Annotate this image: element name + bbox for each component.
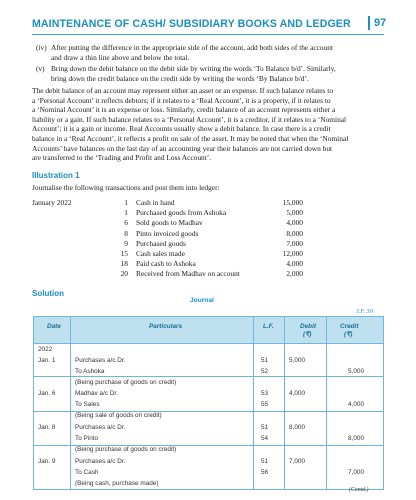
header-separator (368, 16, 370, 30)
entry-lf: 54 (261, 435, 269, 442)
header-debit-unit: (₹) (303, 331, 312, 338)
header-date: Date (47, 323, 61, 330)
transaction-desc: Purchased goods from Ashoka (136, 208, 227, 218)
paragraph-line: a ‘Personal Account’ it reflects debtors; if it relates to a ‘Real Account’, it is a property, if it relates to (32, 95, 331, 105)
paragraph-line: The debit balance of an account may represent either an asset or an expense. If such balance relates to (32, 86, 334, 95)
transaction-day: 8 (124, 228, 128, 238)
journal-table (33, 316, 384, 490)
step-line: bring down the credit balance on the credit side by writing the words ‘By Balance b/d’. (51, 73, 309, 83)
header-lf: L.F. (263, 323, 274, 330)
transaction-day: 20 (120, 269, 128, 279)
transaction-day: 15 (120, 249, 128, 258)
entry-lf: 51 (261, 357, 269, 364)
header-credit-unit: (₹) (344, 331, 353, 338)
paragraph-line: liability or a gain. If such balance relates to a ‘Personal Account’, it is a creditor, if it relates to a ‘Nominal (32, 114, 347, 124)
transaction-day: 9 (124, 238, 128, 248)
step-line: After putting the difference in the appropriate side of the account, add both sides of the account (51, 43, 334, 52)
entry-lf: 53 (261, 390, 269, 397)
step-text (51, 43, 381, 62)
continued-label: (Contd.) (349, 487, 369, 493)
transaction-amount: 4,000 (286, 259, 303, 269)
entry-narration: (Being purchase of goods on credit) (75, 379, 177, 386)
entry-debit-line: Purchases a/c Dr. (75, 458, 126, 465)
entry-lf: 56 (261, 469, 269, 476)
step-number: (v) (36, 64, 45, 73)
page-header (32, 14, 387, 35)
page-number: 97 (374, 17, 387, 29)
transaction-day: 1 (124, 208, 128, 218)
column-divider (326, 317, 327, 489)
entry-credit-amount: 8,000 (348, 435, 364, 442)
transaction-day: 1 (124, 198, 128, 207)
transaction-amount: 15,000 (282, 198, 303, 207)
entry-debit-amount: 5,000 (289, 357, 305, 364)
transaction-amount: 12,000 (282, 249, 303, 258)
step-number: (iv) (36, 43, 47, 52)
step-text (51, 64, 381, 83)
entry-debit-amount: 4,000 (289, 390, 305, 397)
entry-date: Jan. 6 (38, 390, 56, 397)
column-divider (70, 317, 71, 489)
entry-credit-amount: 7,000 (348, 469, 364, 476)
journal-folio: J.F. 30 (356, 308, 373, 315)
step-line: and draw a thin line above and below the total. (51, 52, 190, 62)
journal-title: Journal (190, 297, 214, 304)
journal-year: 2022 (38, 346, 53, 353)
transaction-amount: 2,000 (286, 269, 303, 279)
journal-header-row (34, 317, 383, 344)
paragraph-line: Account’; it is a gain or income. Real Accounts usually show a debit balance. In case there is a credit (32, 124, 331, 134)
entry-date: Jan. 1 (38, 357, 56, 364)
header-debit: Debit (300, 323, 316, 330)
transaction-amount: 7,000 (286, 238, 303, 248)
transaction-day: 18 (120, 259, 128, 269)
entry-lf: 51 (261, 424, 269, 431)
transaction-desc: Paid cash to Ashoka (136, 259, 196, 269)
solution-heading: Solution (32, 289, 64, 298)
entry-narration: (Being purchase of goods on credit) (75, 446, 177, 453)
entry-narration: (Being sale of goods on credit) (75, 412, 162, 419)
transaction-desc: Purchased goods (136, 238, 186, 248)
transaction-period: January 2022 (32, 198, 72, 207)
transaction-desc: Received from Madhav on account (136, 269, 240, 279)
illustration-heading: Illustration 1 (32, 171, 80, 180)
entry-date: Jan. 9 (38, 458, 56, 465)
entry-lf: 55 (261, 401, 269, 408)
entry-credit-amount: 5,000 (348, 368, 364, 375)
entry-credit-line: To Cash (75, 469, 99, 476)
entry-credit-line: To Sales (75, 401, 100, 408)
entry-debit-amount: 8,000 (289, 424, 305, 431)
body-paragraph (32, 86, 384, 163)
entry-narration: (Being cash, purchase made) (75, 480, 159, 487)
entry-credit-line: To Pinto (75, 435, 99, 442)
header-credit: Credit (340, 323, 359, 330)
column-divider (253, 317, 254, 489)
entry-debit-line: Purchases a/c Dr. (75, 357, 126, 364)
transaction-list (32, 198, 312, 288)
entry-debit-line: Madhav a/c Dr. (75, 390, 118, 397)
entry-date: Jan. 8 (38, 424, 56, 431)
paragraph-line: are transferred to the ‘Trading and Profit and Loss Account’. (32, 153, 212, 163)
transaction-desc: Cash sales made (136, 249, 185, 258)
entry-credit-line: To Ashoka (75, 368, 105, 375)
chapter-title: MAINTENANCE OF CASH/ SUBSIDIARY BOOKS AND LEDGER (32, 18, 351, 30)
entry-lf: 51 (261, 458, 269, 465)
paragraph-line: a ‘Nominal Account’ it is an expense or loss. Similarly, credit balance of an account represents either a (32, 105, 336, 115)
entry-debit-line: Purchases a/c Dr. (75, 424, 126, 431)
transaction-desc: Sold goods to Madhav (136, 218, 203, 228)
paragraph-line: Accounts’ have balances on the last day of an accounting year their balances are not carried down but (32, 143, 333, 153)
entry-debit-amount: 7,000 (289, 458, 305, 465)
transaction-day: 6 (124, 218, 128, 228)
transaction-amount: 4,000 (286, 218, 303, 228)
transaction-amount: 5,000 (286, 208, 303, 218)
paragraph-line: balance in a ‘Real Account’, it reflects a profit on sale of the asset. It may be noted that when the ‘Nominal (32, 133, 349, 143)
step-line: Bring down the debit balance on the debit side by writing the words ‘To Balance b/d’. Similarly, (51, 64, 336, 73)
transaction-amount: 8,000 (286, 228, 303, 238)
entry-credit-amount: 4,000 (348, 401, 364, 408)
illustration-instruction: Journalise the following transactions and post them into ledger: (32, 183, 220, 192)
header-particulars: Particulars (149, 323, 183, 330)
transaction-desc: Pinto invoiced goods (136, 228, 199, 238)
entry-lf: 52 (261, 368, 269, 375)
transaction-desc: Cash in hand (136, 198, 175, 207)
column-divider (284, 317, 285, 489)
